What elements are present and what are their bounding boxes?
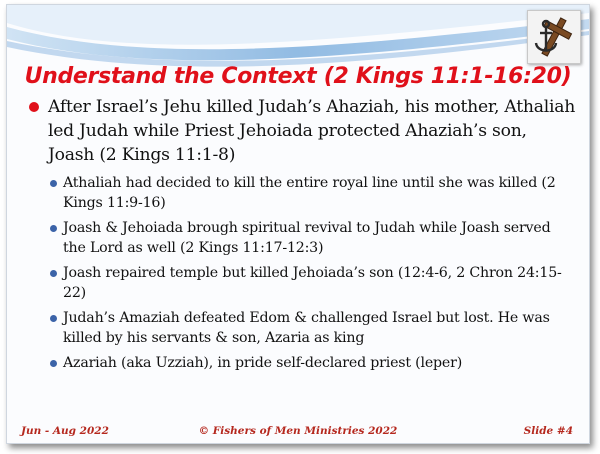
bullet-dot-icon bbox=[50, 360, 57, 367]
sub-bullet bbox=[49, 308, 577, 348]
slide bbox=[6, 4, 590, 444]
footer-copyright: © Fishers of Men Ministries 2022 bbox=[198, 425, 398, 437]
footer-slide-number: Slide #4 bbox=[523, 425, 573, 437]
bullet-dot-icon bbox=[29, 102, 39, 112]
sub-bullet-text: Judah’s Amaziah defeated Edom & challenged Israel but lost. He was killed by his servants & son, Azaria as king bbox=[63, 310, 550, 346]
sub-bullet bbox=[49, 218, 577, 258]
sub-bullet bbox=[49, 173, 577, 213]
sub-bullet bbox=[49, 353, 577, 373]
slide-title: Understand the Context (2 Kings 11:1-16:20) bbox=[24, 64, 572, 89]
sub-bullet-text: Joash repaired temple but killed Jehoiada’s son (12:4-6, 2 Chron 24:15-22) bbox=[63, 265, 562, 301]
bullet-dot-icon bbox=[50, 270, 57, 277]
sub-bullet-text: Azariah (aka Uzziah), in pride self-declared priest (leper) bbox=[63, 355, 463, 371]
sub-bullet bbox=[49, 263, 577, 303]
sub-bullet-text: Joash & Jehoiada brough spiritual revival to Judah while Joash served the Lord as well (2 Kings 11:17-12:3) bbox=[63, 220, 551, 256]
main-bullet-text: After Israel’s Jehu killed Judah’s Ahaziah, his mother, Athaliah led Judah while Priest Jehoiada protected Ahaziah’s son, Joash (2 Kings 11:1-8) bbox=[48, 97, 576, 165]
bullet-dot-icon bbox=[50, 180, 57, 187]
bullet-dot-icon bbox=[50, 225, 57, 232]
bullet-dot-icon bbox=[50, 315, 57, 322]
sub-bullet-list bbox=[49, 173, 577, 373]
cross-anchor-icon bbox=[527, 10, 581, 64]
sub-bullet-text: Athaliah had decided to kill the entire royal line until she was killed (2 Kings 11:9-16) bbox=[63, 175, 556, 211]
footer-date: Jun - Aug 2022 bbox=[21, 425, 109, 437]
slide-content bbox=[27, 95, 577, 378]
main-bullet bbox=[27, 95, 577, 167]
